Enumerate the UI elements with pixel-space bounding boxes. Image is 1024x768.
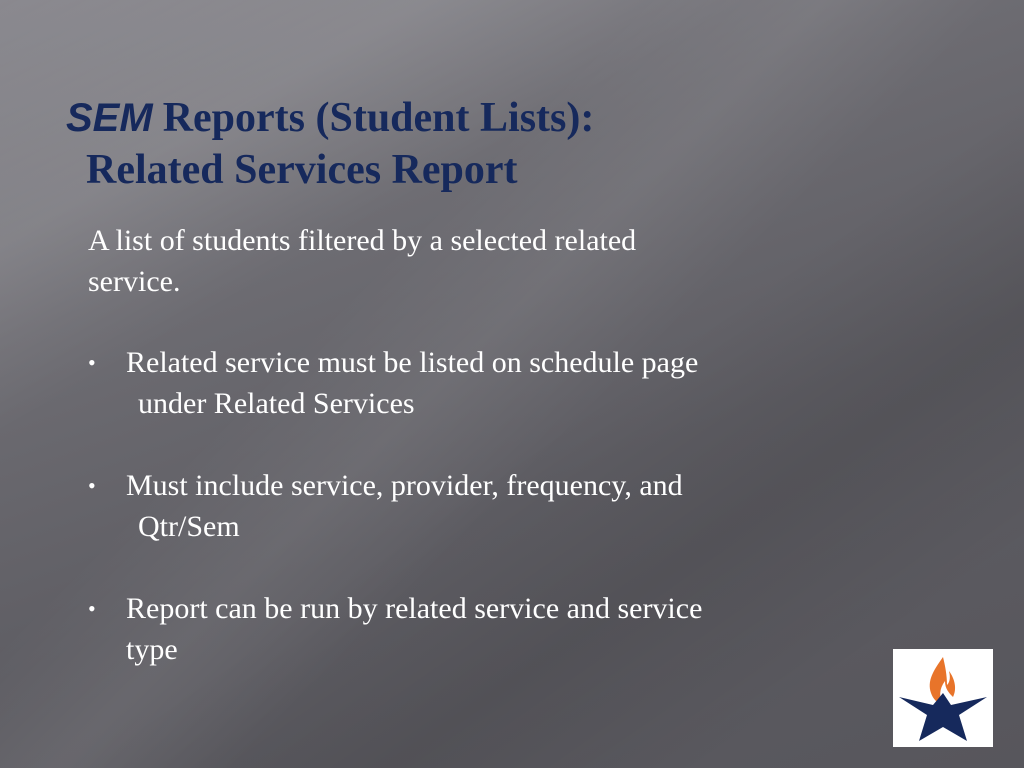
bullet-item — [88, 342, 888, 424]
bullet-3-line-1: Report can be run by related service and service — [126, 592, 703, 625]
intro-paragraph — [88, 220, 888, 302]
bullet-icon: • — [88, 596, 96, 621]
title-sem: SEM — [66, 96, 153, 140]
bullet-icon: • — [88, 473, 96, 498]
slide-body — [88, 220, 888, 711]
star-icon — [899, 693, 987, 741]
intro-line-2: service. — [88, 265, 181, 298]
title-line-1-text: Reports (Student Lists): — [162, 95, 595, 141]
bullet-item — [88, 588, 888, 670]
intro-line-1: A list of students filtered by a selected related — [88, 224, 637, 257]
star-flame-logo-icon — [893, 649, 993, 747]
bullet-3-line-2: type — [126, 633, 178, 666]
bullet-2-line-1: Must include service, provider, frequency, and — [126, 469, 683, 502]
bullet-2-line-2: Qtr/Sem — [138, 510, 240, 543]
title-line-1 — [66, 92, 966, 144]
slide-title — [66, 92, 966, 196]
bullet-1-line-2: under Related Services — [138, 387, 415, 420]
bullet-item — [88, 465, 888, 547]
title-line-2: Related Services Report — [86, 147, 518, 193]
bullet-list — [88, 342, 888, 670]
bullet-1-line-1: Related service must be listed on schedule page — [126, 346, 699, 379]
bullet-icon: • — [88, 350, 96, 375]
logo-graphic — [893, 649, 993, 747]
